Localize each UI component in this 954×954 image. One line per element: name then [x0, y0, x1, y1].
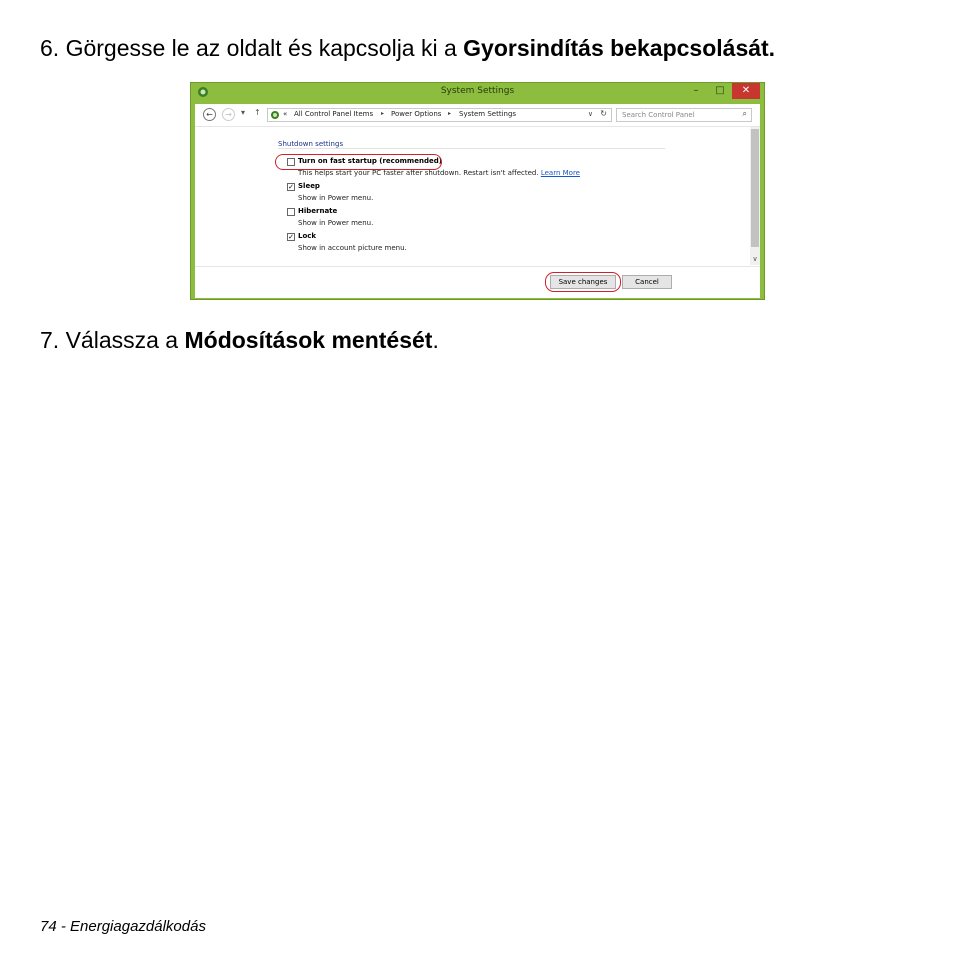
scroll-thumb[interactable]	[751, 129, 759, 247]
chapter-title: Energiagazdálkodás	[70, 918, 206, 935]
window-client-area	[195, 104, 760, 297]
step-emphasis: Gyorsindítás bekapcsolását.	[463, 35, 776, 61]
system-settings-window	[190, 82, 765, 300]
title-bar	[191, 83, 764, 103]
refresh-icon[interactable]: ↻	[600, 109, 607, 118]
sleep-checkbox[interactable]: ✓	[288, 183, 294, 191]
step-emphasis: Módosítások mentését	[184, 327, 433, 353]
section-divider	[278, 148, 665, 149]
step-text: Görgesse le az oldalt és kapcsolja ki a	[65, 35, 464, 61]
step-tail: .	[432, 327, 439, 353]
save-changes-button[interactable]: Save changes	[550, 275, 616, 289]
navigation-bar	[195, 104, 760, 127]
forward-arrow-icon[interactable]: →	[222, 108, 235, 121]
search-icon[interactable]: ⌕	[742, 109, 747, 118]
learn-more-link[interactable]: Learn More	[540, 169, 580, 177]
window-title: System Settings	[440, 86, 515, 96]
breadcrumb-overflow[interactable]: «	[283, 110, 288, 118]
search-placeholder: Search Control Panel	[622, 111, 695, 119]
recent-locations-icon[interactable]: ▾	[241, 108, 246, 117]
step-7-instruction	[40, 326, 439, 354]
back-arrow-icon[interactable]: ←	[203, 108, 216, 121]
settings-content	[195, 127, 750, 265]
breadcrumb-separator-icon: ▸	[448, 111, 452, 117]
cancel-button[interactable]: Cancel	[622, 275, 672, 289]
address-bar[interactable]	[267, 108, 612, 122]
scroll-down-icon[interactable]: ∨	[752, 256, 758, 263]
breadcrumb-separator-icon: ▸	[381, 111, 385, 117]
option-label: Hibernate	[298, 207, 338, 215]
section-title: Shutdown settings	[278, 140, 344, 148]
vertical-scrollbar[interactable]	[750, 127, 760, 265]
maximize-button[interactable]: □	[715, 85, 725, 96]
page-number: 74	[40, 918, 57, 935]
breadcrumb-system-settings[interactable]: System Settings	[459, 110, 517, 118]
lock-checkbox[interactable]: ✓	[288, 233, 294, 241]
page-footer	[40, 918, 206, 935]
hibernate-checkbox[interactable]	[287, 208, 295, 216]
search-input[interactable]	[616, 108, 752, 122]
breadcrumb-all-control-panel-items[interactable]: All Control Panel Items	[294, 110, 374, 118]
option-label: Lock	[298, 232, 317, 240]
option-description: Show in account picture menu.	[298, 244, 407, 252]
close-button[interactable]: ✕	[732, 83, 760, 99]
footer-separator: -	[56, 918, 71, 935]
fast-startup-highlight	[275, 154, 442, 170]
option-description: This helps start your PC faster after shutdown. Restart isn't affected. Learn More	[298, 169, 580, 177]
control-panel-icon	[270, 110, 280, 120]
step-6-instruction	[40, 34, 775, 62]
option-description: Show in Power menu.	[298, 219, 374, 227]
minimize-button[interactable]: –	[693, 85, 699, 96]
up-arrow-icon[interactable]: ↑	[254, 108, 261, 117]
save-changes-highlight	[545, 272, 621, 292]
step-number: 6.	[40, 35, 60, 61]
step-number: 7.	[40, 327, 60, 353]
option-description: Show in Power menu.	[298, 194, 374, 202]
address-dropdown-icon[interactable]: ∨	[587, 111, 593, 118]
option-label: Sleep	[298, 182, 320, 190]
button-bar	[195, 266, 760, 298]
breadcrumb-power-options[interactable]: Power Options	[391, 110, 442, 118]
step-text: Válassza a	[65, 327, 185, 353]
option-label: Turn on fast startup (recommended)	[298, 157, 442, 165]
